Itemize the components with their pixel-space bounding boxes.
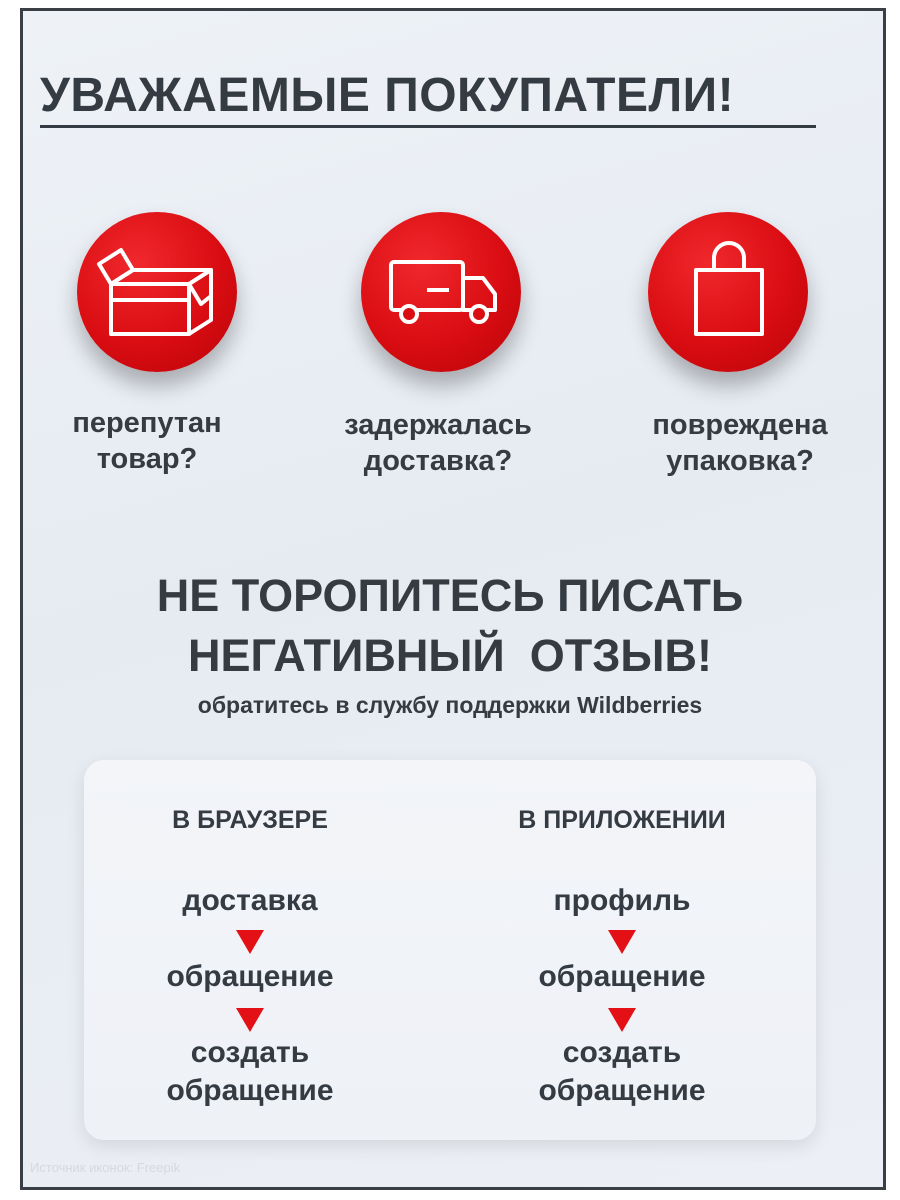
issue-damaged-package xyxy=(620,407,860,479)
instructions-card xyxy=(84,760,816,1140)
down-arrow-icon xyxy=(608,930,636,954)
truck-icon xyxy=(361,212,521,372)
down-arrow-icon xyxy=(236,930,264,954)
issue-wrong-item xyxy=(27,405,267,477)
icon-credit-watermark: Источник иконок: Freepik xyxy=(30,1160,181,1175)
shopping-bag-icon xyxy=(648,212,808,372)
issue-delayed-delivery-line2: доставка? xyxy=(363,445,513,477)
app-column xyxy=(452,760,792,1140)
app-step-create-line2: обращение xyxy=(538,1074,706,1107)
browser-step-create xyxy=(80,1034,420,1110)
headline: УВАЖАЕМЫЕ ПОКУПАТЕЛИ! xyxy=(40,69,735,122)
truck-icon-circle xyxy=(361,212,521,372)
browser-title: В БРАУЗЕРЕ xyxy=(172,806,328,834)
browser-step-create-line1: создать xyxy=(190,1036,310,1069)
issue-wrong-item-line2: товар? xyxy=(96,443,198,475)
issue-damaged-package-line1: повреждена xyxy=(652,409,828,441)
issue-delayed-delivery xyxy=(318,407,558,479)
app-step-profile: профиль xyxy=(553,884,691,917)
box-icon-circle xyxy=(77,212,237,372)
app-title: В ПРИЛОЖЕНИИ xyxy=(518,806,726,834)
box-icon xyxy=(77,212,237,372)
support-subtext: обратитесь в службу поддержки Wildberries xyxy=(197,692,703,718)
issue-delayed-delivery-line1: задержалась xyxy=(344,409,532,441)
warning-line2: НЕГАТИВНЫЙ ОТЗЫВ! xyxy=(188,630,712,681)
warning-line1: НЕ ТОРОПИТЕСЬ ПИСАТЬ xyxy=(156,570,744,621)
headline-underline xyxy=(40,125,816,128)
down-arrow-icon xyxy=(608,1008,636,1032)
browser-column xyxy=(80,760,420,1140)
app-step-create-line1: создать xyxy=(562,1036,682,1069)
app-step-request: обращение xyxy=(538,960,706,993)
issue-wrong-item-line1: перепутан xyxy=(72,407,222,439)
issue-damaged-package-line2: упаковка? xyxy=(666,445,814,477)
browser-step-create-line2: обращение xyxy=(166,1074,334,1107)
app-step-create xyxy=(452,1034,792,1110)
browser-step-request: обращение xyxy=(166,960,334,993)
down-arrow-icon xyxy=(236,1008,264,1032)
shopping-bag-icon-circle xyxy=(648,212,808,372)
browser-step-delivery: доставка xyxy=(182,884,318,917)
